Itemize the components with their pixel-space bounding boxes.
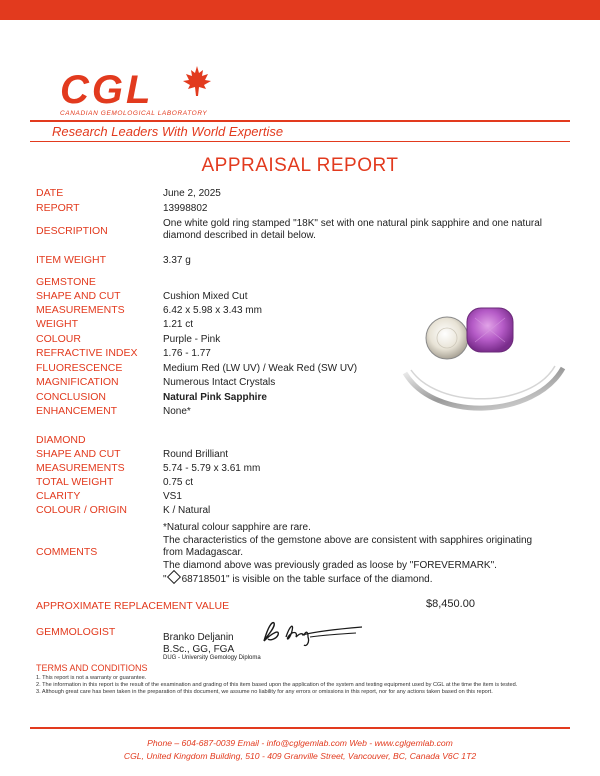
comment-line-5	[163, 572, 573, 587]
term-1: 1. This report is not a warranty or guarantee.	[36, 675, 147, 681]
footer-address: CGL, United Kingdom Building, 510 - 409 Granville Street, Vancouver, BC, Canada V6C 1T2	[123, 751, 477, 761]
gem-measurements-value: 6.42 x 5.98 x 3.43 mm	[163, 305, 262, 316]
gemmologist-diploma-note: DUG - University Gemology Diploma	[163, 655, 261, 661]
comment-line-3: from Madagascar.	[163, 547, 244, 558]
terms-title: TERMS AND CONDITIONS	[36, 663, 148, 673]
gemmologist-name: Branko Deljanin	[163, 632, 234, 643]
dia-measurements-value: 5.74 - 5.79 x 3.61 mm	[163, 463, 261, 474]
gem-conclusion-label: CONCLUSION	[36, 391, 107, 403]
gem-magnification-value: Numerous Intact Crystals	[163, 377, 276, 388]
gem-conclusion-value: Natural Pink Sapphire	[163, 392, 267, 403]
valuation-amount: $8,450.00	[426, 598, 475, 610]
footer-divider	[30, 727, 570, 729]
comments-label: COMMENTS	[36, 546, 98, 558]
maple-leaf-icon	[180, 64, 214, 98]
item-weight-label: ITEM WEIGHT	[36, 254, 106, 266]
gem-measurements-label: MEASUREMENTS	[36, 304, 125, 316]
gem-shape-value: Cushion Mixed Cut	[163, 291, 248, 302]
report-title: APPRAISAL REPORT	[201, 155, 399, 176]
gemstone-section-label: GEMSTONE	[36, 276, 96, 288]
date-value: June 2, 2025	[163, 188, 221, 199]
footer-contact: Phone – 604-687-0039 Email - info@cglgemlab.com Web - www.cglgemlab.com	[147, 738, 453, 748]
valuation-label: APPROXIMATE REPLACEMENT VALUE	[36, 600, 230, 612]
gem-shape-label: SHAPE AND CUT	[36, 290, 121, 302]
comment-line-1: *Natural colour sapphire are rare.	[163, 522, 311, 533]
ring-photo	[395, 298, 570, 423]
description-label: DESCRIPTION	[36, 225, 108, 237]
dia-weight-label: TOTAL WEIGHT	[36, 476, 114, 488]
diamond-outline-icon	[166, 570, 180, 584]
gem-fluorescence-value: Medium Red (LW UV) / Weak Red (SW UV)	[163, 363, 358, 374]
logo-subtitle: CANADIAN GEMOLOGICAL LABORATORY	[60, 110, 208, 117]
gem-colour-value: Purple - Pink	[163, 334, 221, 345]
gem-magnification-label: MAGNIFICATION	[36, 376, 119, 388]
item-weight-value: 3.37 g	[163, 255, 191, 266]
gem-enhancement-value: None*	[163, 406, 191, 417]
term-2: 2. The information in this report is the result of the examination and grading of this item based upon the application of the system and testing equipment used by CGL at the time the item is tested.	[36, 682, 518, 689]
inscription-text: 68718501" is visible on the table surface of the diamond.	[181, 574, 433, 585]
dia-colour-label: COLOUR / ORIGIN	[36, 504, 128, 516]
comments-text	[163, 522, 573, 587]
terms-text	[36, 675, 571, 697]
gem-ri-value: 1.76 - 1.77	[163, 348, 211, 359]
report-label: REPORT	[36, 202, 80, 214]
comment-line-4: The diamond above was previously graded as loose by "FOREVERMARK".	[163, 559, 497, 571]
comment-quote: "	[163, 574, 167, 585]
comment-line-2: The characteristics of the gemstone above are consistent with sapphires originating	[163, 534, 533, 546]
gem-colour-label: COLOUR	[36, 333, 81, 345]
gem-weight-value: 1.21 ct	[163, 319, 194, 330]
top-red-bar	[0, 0, 600, 20]
tagline-divider	[30, 141, 570, 142]
tagline: Research Leaders With World Expertise	[52, 124, 284, 139]
dia-weight-value: 0.75 ct	[163, 477, 194, 488]
dia-shape-value: Round Brilliant	[163, 449, 229, 460]
dia-clarity-label: CLARITY	[36, 490, 81, 502]
dia-clarity-value: VS1	[163, 491, 182, 502]
dia-shape-label: SHAPE AND CUT	[36, 448, 121, 460]
date-label: DATE	[36, 187, 64, 199]
description-value: One white gold ring stamped "18K" set with one natural pink sapphire and one natural diamond described in detail below.	[163, 218, 543, 241]
gem-ri-label: REFRACTIVE INDEX	[36, 347, 138, 359]
gem-weight-label: WEIGHT	[36, 318, 78, 330]
logo-text: CGL	[60, 68, 154, 112]
gemmologist-label: GEMMOLOGIST	[36, 626, 116, 638]
cgl-logo	[60, 70, 220, 120]
signature-image	[258, 617, 368, 649]
report-number: 13998802	[163, 203, 208, 214]
header-divider	[30, 120, 570, 122]
dia-measurements-label: MEASUREMENTS	[36, 462, 125, 474]
gem-enhancement-label: ENHANCEMENT	[36, 405, 118, 417]
gemmologist-credentials: B.Sc., GG, FGA	[163, 644, 235, 655]
diamond-section-label: DIAMOND	[36, 434, 86, 446]
term-3: 3. Although great care has been taken in the preparation of this document, we assume no liability for any errors or omissions in this report, nor for any actions taken based on this report.	[36, 689, 493, 696]
gem-fluorescence-label: FLUORESCENCE	[36, 362, 123, 374]
dia-colour-value: K / Natural	[163, 505, 211, 516]
gemmologist-info	[163, 632, 234, 656]
